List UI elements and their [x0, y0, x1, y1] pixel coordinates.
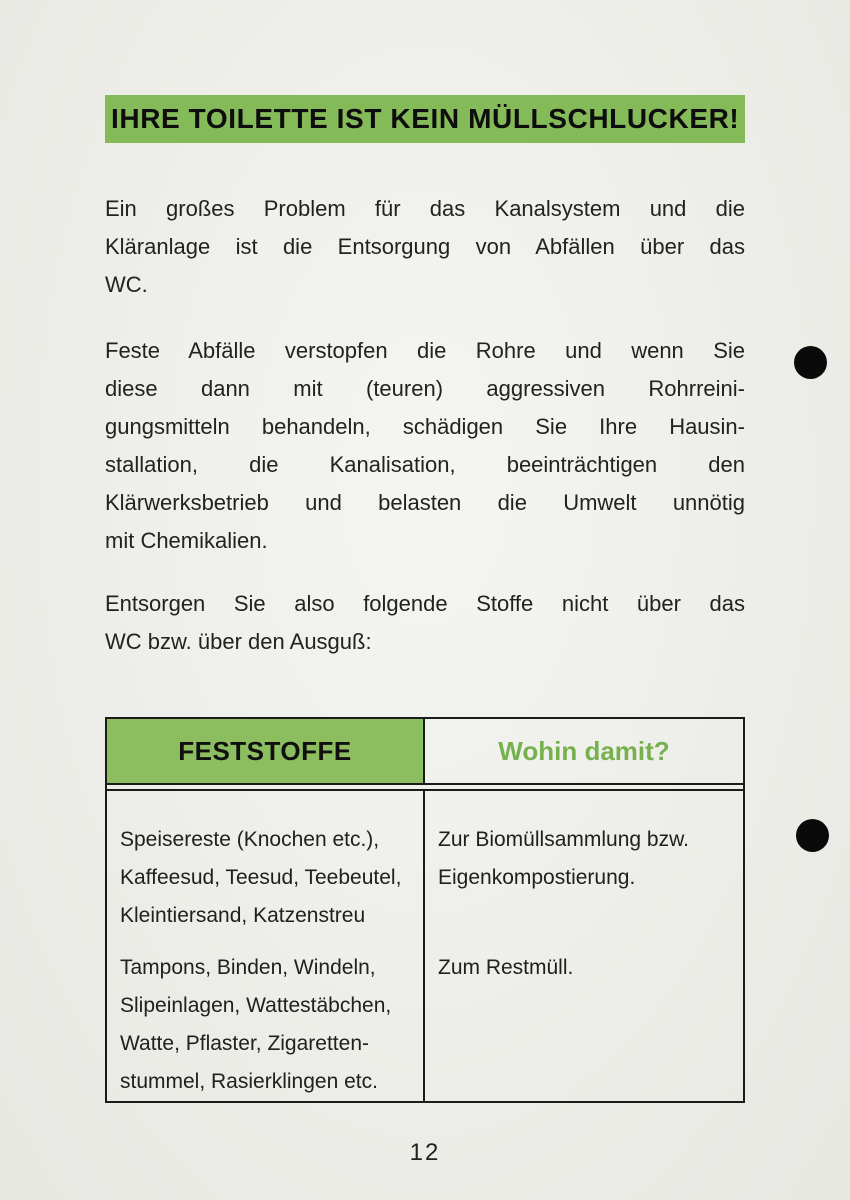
header-cell-feststoffe	[107, 719, 425, 783]
table-body	[107, 791, 743, 1101]
page-title: IHRE TOILETTE IST KEIN MÜLLSCHLUCKER!	[111, 103, 740, 134]
header-label-wohin: Wohin damit?	[498, 735, 670, 766]
paragraph-intro: Ein großes Problem für das Kanalsystem und die Kläranlage ist die Entsorgung von Abfällen über das WC.	[105, 196, 745, 297]
column-feststoffe	[107, 791, 425, 1101]
header-label-feststoffe: FESTSTOFFE	[178, 735, 352, 766]
page-content	[105, 95, 745, 1167]
table-row-1-feststoffe: Speisereste (Knochen etc.), Kaffeesud, Teesud, Teebeutel, Kleintiersand, Katzenstreu	[120, 828, 402, 927]
punch-hole-mark-bottom	[796, 819, 829, 852]
waste-disposal-table	[105, 717, 745, 1103]
page-number: 12	[409, 1139, 441, 1166]
punch-hole-mark-top	[794, 346, 827, 379]
paragraph-problem: Feste Abfälle verstopfen die Rohre und wenn Sie diese dann mit (teuren) aggressiven Rohrreini- gungsmitteln behandeln, schädigen Sie Ihre Hausin- stallation, die Kanalisation, beeinträchtigen den Klärwerksbetrieb und belasten die Umwelt unnötig mit Chemikalien.	[105, 338, 745, 553]
header-cell-wohin	[425, 719, 743, 783]
table-row-1-wohin: Zur Biomüllsammlung bzw. Eigenkompostierung.	[438, 828, 689, 889]
header-double-rule	[107, 783, 743, 791]
paragraph-instruction: Entsorgen Sie also folgende Stoffe nicht über das WC bzw. über den Ausguß:	[105, 591, 745, 654]
table-header-row	[107, 719, 743, 783]
table-row-2-feststoffe: Tampons, Binden, Windeln, Slipeinlagen, Wattestäbchen, Watte, Pflaster, Zigaretten- stummel, Rasierklingen etc.	[120, 956, 392, 1093]
table-row-2-wohin: Zum Restmüll.	[438, 956, 574, 979]
title-banner	[105, 95, 745, 143]
column-wohin	[425, 791, 743, 1101]
